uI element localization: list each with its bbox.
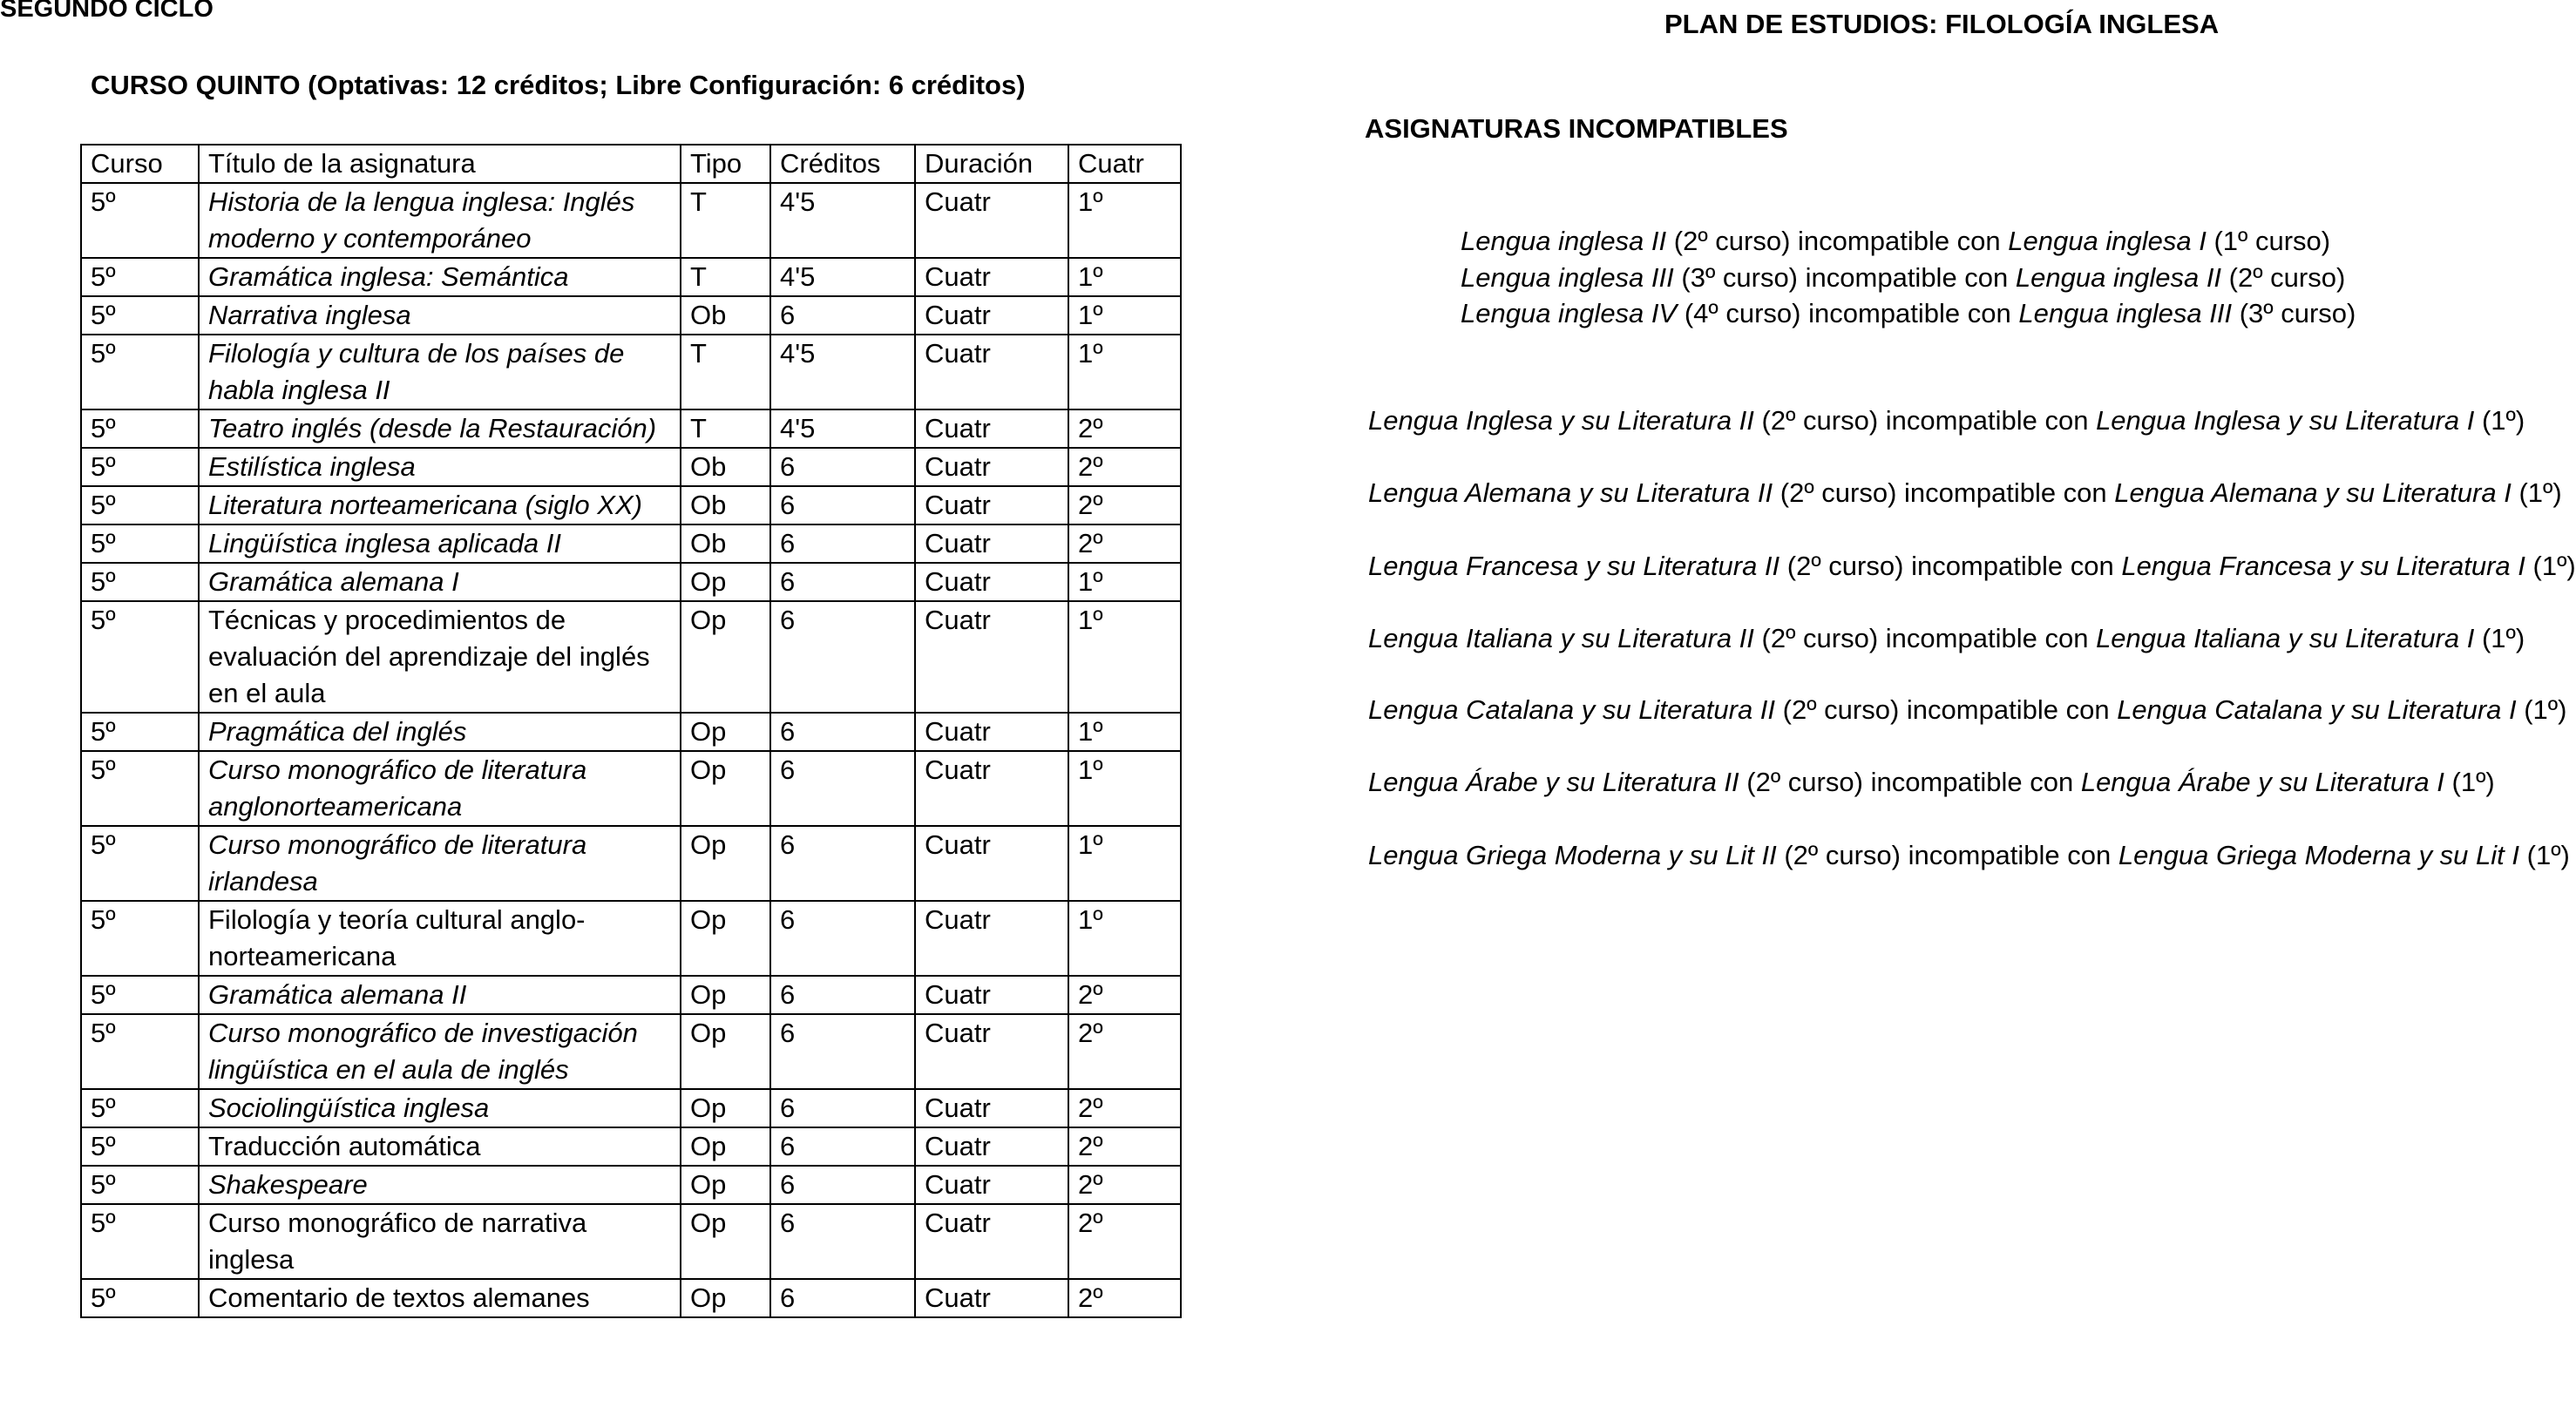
- incompatible-a: Lengua inglesa III: [1461, 262, 1674, 293]
- incompatible-a-note: (2º curso): [1761, 405, 1879, 436]
- table-row: [81, 409, 1181, 448]
- cell-creditos: 6: [770, 1127, 915, 1166]
- cell-titulo: Gramática inglesa: Semántica: [199, 258, 681, 296]
- cell-duracion: Cuatr: [915, 448, 1068, 486]
- cell-tipo: Op: [681, 563, 770, 601]
- cell-tipo: Op: [681, 976, 770, 1014]
- cell-cuatr: 2º: [1068, 486, 1181, 524]
- plan-title: PLAN DE ESTUDIOS: FILOLOGÍA INGLESA: [1664, 9, 2220, 39]
- incompatible-line: [1368, 475, 2576, 511]
- cell-curso: 5º: [81, 524, 199, 563]
- table-row: [81, 258, 1181, 296]
- cell-cuatr: 2º: [1068, 1014, 1181, 1089]
- incompatible-line: [1368, 692, 2576, 728]
- cell-curso: 5º: [81, 296, 199, 335]
- incompatible-b: Lengua Catalana y su Literatura I: [2117, 694, 2517, 725]
- incompatible-b: Lengua Francesa y su Literatura I: [2121, 551, 2525, 581]
- incompatible-b: Lengua inglesa II: [2015, 262, 2222, 293]
- cell-curso: 5º: [81, 486, 199, 524]
- incompatible-line: [1368, 620, 2576, 657]
- cell-creditos: 6: [770, 486, 915, 524]
- incompatible-line: [1368, 837, 2576, 874]
- cell-tipo: Op: [681, 826, 770, 901]
- cell-titulo: Sociolingüística inglesa: [199, 1089, 681, 1127]
- table-row: [81, 486, 1181, 524]
- incompatible-line: [1368, 403, 2576, 439]
- cell-tipo: Op: [681, 1089, 770, 1127]
- incompatible-b-note: (1º): [2532, 551, 2576, 581]
- cell-creditos: 6: [770, 601, 915, 713]
- cell-titulo: Filología y teoría cultural anglo-norteamericana: [199, 901, 681, 976]
- cell-duracion: Cuatr: [915, 183, 1068, 258]
- incompatible-b-note: (1º): [2481, 623, 2525, 653]
- cell-tipo: Op: [681, 1014, 770, 1089]
- cell-tipo: Op: [681, 1204, 770, 1279]
- cell-tipo: Op: [681, 713, 770, 751]
- cell-curso: 5º: [81, 183, 199, 258]
- cell-creditos: 6: [770, 751, 915, 826]
- cell-tipo: Op: [681, 601, 770, 713]
- incompatible-line: [1368, 764, 2576, 801]
- cell-curso: 5º: [81, 1279, 199, 1317]
- incompatible-mid: incompatible con: [1885, 623, 2089, 653]
- cell-creditos: 6: [770, 1279, 915, 1317]
- cell-titulo: Curso monográfico de investigación lingüística en el aula de inglés: [199, 1014, 681, 1089]
- cell-curso: 5º: [81, 1166, 199, 1204]
- incompatible-mid: incompatible con: [1808, 298, 2011, 328]
- incompatibles-heading: ASIGNATURAS INCOMPATIBLES: [1365, 113, 1788, 144]
- cell-curso: 5º: [81, 826, 199, 901]
- cell-titulo: Narrativa inglesa: [199, 296, 681, 335]
- incompatible-line: [1368, 548, 2576, 585]
- cell-curso: 5º: [81, 258, 199, 296]
- incompatible-b-note: (1º curso): [2213, 226, 2331, 256]
- incompatible-a-note: (2º curso): [1673, 226, 1791, 256]
- incompatible-b-note: (1º): [2481, 405, 2525, 436]
- cell-cuatr: 2º: [1068, 1166, 1181, 1204]
- cell-cuatr: 2º: [1068, 409, 1181, 448]
- cell-creditos: 4'5: [770, 258, 915, 296]
- cell-creditos: 6: [770, 563, 915, 601]
- incompatible-line: [1461, 260, 2345, 296]
- cell-curso: 5º: [81, 601, 199, 713]
- cell-duracion: Cuatr: [915, 976, 1068, 1014]
- cell-curso: 5º: [81, 335, 199, 409]
- cell-curso: 5º: [81, 563, 199, 601]
- incompatible-b: Lengua Árabe y su Literatura I: [2080, 767, 2444, 797]
- cell-creditos: 6: [770, 1204, 915, 1279]
- incompatible-a: Lengua inglesa IV: [1461, 298, 1678, 328]
- cell-tipo: Op: [681, 751, 770, 826]
- cell-titulo: Técnicas y procedimientos de evaluación del aprendizaje del inglés en el aula: [199, 601, 681, 713]
- cell-titulo: Traducción automática: [199, 1127, 681, 1166]
- incompatible-b: Lengua Griega Moderna y su Lit I: [2118, 840, 2520, 870]
- incompatible-a-note: (2º curso): [1761, 623, 1879, 653]
- cell-cuatr: 1º: [1068, 183, 1181, 258]
- cell-cuatr: 1º: [1068, 826, 1181, 901]
- header-cell: Tipo: [681, 145, 770, 183]
- cell-curso: 5º: [81, 751, 199, 826]
- incompatible-a: Lengua Catalana y su Literatura II: [1368, 694, 1776, 725]
- cell-duracion: Cuatr: [915, 1089, 1068, 1127]
- cell-cuatr: 2º: [1068, 1089, 1181, 1127]
- cell-creditos: 6: [770, 713, 915, 751]
- incompatible-line: [1461, 295, 2356, 332]
- incompatible-mid: incompatible con: [1805, 262, 2009, 293]
- cell-creditos: 4'5: [770, 183, 915, 258]
- cell-cuatr: 1º: [1068, 258, 1181, 296]
- cell-titulo: Curso monográfico de narrativa inglesa: [199, 1204, 681, 1279]
- incompatible-a: Lengua Italiana y su Literatura II: [1368, 623, 1754, 653]
- course-heading: CURSO QUINTO (Optativas: 12 créditos; Libre Configuración: 6 créditos): [91, 70, 1026, 100]
- incompatible-b-note: (1º): [2518, 477, 2562, 508]
- cell-duracion: Cuatr: [915, 563, 1068, 601]
- cell-titulo: Pragmática del inglés: [199, 713, 681, 751]
- incompatible-a-note: (4º curso): [1684, 298, 1801, 328]
- cell-duracion: Cuatr: [915, 1279, 1068, 1317]
- cell-cuatr: 2º: [1068, 1127, 1181, 1166]
- cell-cuatr: 1º: [1068, 335, 1181, 409]
- cell-duracion: Cuatr: [915, 258, 1068, 296]
- table-row: [81, 901, 1181, 976]
- cell-titulo: Curso monográfico de literatura anglonorteamericana: [199, 751, 681, 826]
- cell-duracion: Cuatr: [915, 486, 1068, 524]
- table-row: [81, 183, 1181, 258]
- incompatible-line: [1461, 223, 2330, 260]
- cell-tipo: Ob: [681, 296, 770, 335]
- cell-tipo: Op: [681, 1166, 770, 1204]
- cell-cuatr: 1º: [1068, 713, 1181, 751]
- cell-duracion: Cuatr: [915, 1127, 1068, 1166]
- cell-tipo: T: [681, 258, 770, 296]
- incompatible-mid: incompatible con: [1885, 405, 2089, 436]
- cell-titulo: Filología y cultura de los países de habla inglesa II: [199, 335, 681, 409]
- incompatible-b-note: (3º curso): [2239, 298, 2356, 328]
- incompatible-b: Lengua Inglesa y su Literatura I: [2096, 405, 2475, 436]
- cell-titulo: Curso monográfico de literatura irlandesa: [199, 826, 681, 901]
- incompatible-a: Lengua Árabe y su Literatura II: [1368, 767, 1739, 797]
- table-header-row: [81, 145, 1181, 183]
- cell-duracion: Cuatr: [915, 826, 1068, 901]
- incompatible-a-note: (3º curso): [1681, 262, 1799, 293]
- cell-titulo: Estilística inglesa: [199, 448, 681, 486]
- header-cell: Duración: [915, 145, 1068, 183]
- cell-titulo: Historia de la lengua inglesa: Inglés moderno y contemporáneo: [199, 183, 681, 258]
- cell-creditos: 6: [770, 524, 915, 563]
- cell-titulo: Comentario de textos alemanes: [199, 1279, 681, 1317]
- table-row: [81, 448, 1181, 486]
- incompatible-a-note: (2º curso): [1779, 477, 1897, 508]
- cell-cuatr: 2º: [1068, 448, 1181, 486]
- cell-curso: 5º: [81, 448, 199, 486]
- cell-duracion: Cuatr: [915, 409, 1068, 448]
- table-row: [81, 1279, 1181, 1317]
- table-row: [81, 296, 1181, 335]
- cell-tipo: T: [681, 183, 770, 258]
- cell-tipo: Ob: [681, 448, 770, 486]
- table-row: [81, 563, 1181, 601]
- header-cell: Título de la asignatura: [199, 145, 681, 183]
- incompatible-a: Lengua Francesa y su Literatura II: [1368, 551, 1780, 581]
- cell-creditos: 4'5: [770, 409, 915, 448]
- cell-creditos: 6: [770, 901, 915, 976]
- table-row: [81, 1127, 1181, 1166]
- incompatible-mid: incompatible con: [1906, 694, 2110, 725]
- table-row: [81, 976, 1181, 1014]
- header-cell: Curso: [81, 145, 199, 183]
- incompatible-mid: incompatible con: [1911, 551, 2114, 581]
- incompatible-a: Lengua inglesa II: [1461, 226, 1667, 256]
- table-row: [81, 1166, 1181, 1204]
- cell-duracion: Cuatr: [915, 296, 1068, 335]
- cell-tipo: Ob: [681, 486, 770, 524]
- cell-duracion: Cuatr: [915, 601, 1068, 713]
- cell-titulo: Gramática alemana I: [199, 563, 681, 601]
- cell-cuatr: 2º: [1068, 1204, 1181, 1279]
- table-row: [81, 826, 1181, 901]
- cell-tipo: Ob: [681, 524, 770, 563]
- cell-tipo: Op: [681, 901, 770, 976]
- table-row: [81, 751, 1181, 826]
- cell-titulo: Teatro inglés (desde la Restauración): [199, 409, 681, 448]
- cell-duracion: Cuatr: [915, 524, 1068, 563]
- cell-duracion: Cuatr: [915, 335, 1068, 409]
- header-cell: Cuatr: [1068, 145, 1181, 183]
- cell-curso: 5º: [81, 409, 199, 448]
- cell-tipo: Op: [681, 1127, 770, 1166]
- cell-curso: 5º: [81, 1089, 199, 1127]
- cell-cuatr: 1º: [1068, 901, 1181, 976]
- table-row: [81, 1089, 1181, 1127]
- cell-cuatr: 2º: [1068, 1279, 1181, 1317]
- cell-creditos: 4'5: [770, 335, 915, 409]
- cell-titulo: Literatura norteamericana (siglo XX): [199, 486, 681, 524]
- cell-curso: 5º: [81, 976, 199, 1014]
- table-row: [81, 1014, 1181, 1089]
- cell-duracion: Cuatr: [915, 713, 1068, 751]
- incompatible-a: Lengua Alemana y su Literatura II: [1368, 477, 1773, 508]
- table-row: [81, 524, 1181, 563]
- cell-creditos: 6: [770, 1089, 915, 1127]
- cell-creditos: 6: [770, 296, 915, 335]
- incompatible-a-note: (2º curso): [1782, 694, 1900, 725]
- cell-duracion: Cuatr: [915, 1204, 1068, 1279]
- incompatible-mid: incompatible con: [1870, 767, 2074, 797]
- cell-cuatr: 1º: [1068, 601, 1181, 713]
- incompatible-mid: incompatible con: [1904, 477, 2107, 508]
- cell-creditos: 6: [770, 826, 915, 901]
- incompatible-b: Lengua Alemana y su Literatura I: [2114, 477, 2512, 508]
- incompatible-b-note: (1º): [2524, 694, 2567, 725]
- incompatible-a-note: (2º curso): [1746, 767, 1863, 797]
- incompatible-b: Lengua inglesa III: [2018, 298, 2233, 328]
- cell-creditos: 6: [770, 976, 915, 1014]
- cell-curso: 5º: [81, 901, 199, 976]
- incompatible-b-note: (2º curso): [2228, 262, 2346, 293]
- cell-cuatr: 2º: [1068, 524, 1181, 563]
- incompatible-b-note: (1º): [2526, 840, 2570, 870]
- cell-curso: 5º: [81, 1127, 199, 1166]
- cell-cuatr: 2º: [1068, 976, 1181, 1014]
- cell-creditos: 6: [770, 1166, 915, 1204]
- cell-duracion: Cuatr: [915, 1166, 1068, 1204]
- cell-titulo: Shakespeare: [199, 1166, 681, 1204]
- cell-duracion: Cuatr: [915, 1014, 1068, 1089]
- subjects-table: [80, 144, 1182, 1318]
- incompatible-mid: incompatible con: [1908, 840, 2112, 870]
- cell-cuatr: 1º: [1068, 296, 1181, 335]
- table-row: [81, 713, 1181, 751]
- cell-tipo: T: [681, 335, 770, 409]
- cell-creditos: 6: [770, 1014, 915, 1089]
- incompatible-b: Lengua inglesa I: [2008, 226, 2207, 256]
- cell-duracion: Cuatr: [915, 751, 1068, 826]
- cell-tipo: Op: [681, 1279, 770, 1317]
- cell-curso: 5º: [81, 1014, 199, 1089]
- incompatible-a: Lengua Inglesa y su Literatura II: [1368, 405, 1754, 436]
- cell-cuatr: 1º: [1068, 751, 1181, 826]
- incompatible-a-note: (2º curso): [1784, 840, 1901, 870]
- cell-curso: 5º: [81, 1204, 199, 1279]
- cell-duracion: Cuatr: [915, 901, 1068, 976]
- cell-cuatr: 1º: [1068, 563, 1181, 601]
- section-heading: SEGUNDO CICLO: [0, 0, 214, 23]
- cell-curso: 5º: [81, 713, 199, 751]
- table-row: [81, 335, 1181, 409]
- cell-creditos: 6: [770, 448, 915, 486]
- incompatible-b-note: (1º): [2451, 767, 2495, 797]
- table-row: [81, 601, 1181, 713]
- cell-tipo: T: [681, 409, 770, 448]
- incompatible-mid: incompatible con: [1798, 226, 2001, 256]
- header-cell: Créditos: [770, 145, 915, 183]
- incompatible-a-note: (2º curso): [1786, 551, 1904, 581]
- cell-titulo: Lingüística inglesa aplicada II: [199, 524, 681, 563]
- incompatible-b: Lengua Italiana y su Literatura I: [2096, 623, 2475, 653]
- table-row: [81, 1204, 1181, 1279]
- cell-titulo: Gramática alemana II: [199, 976, 681, 1014]
- incompatible-a: Lengua Griega Moderna y su Lit II: [1368, 840, 1777, 870]
